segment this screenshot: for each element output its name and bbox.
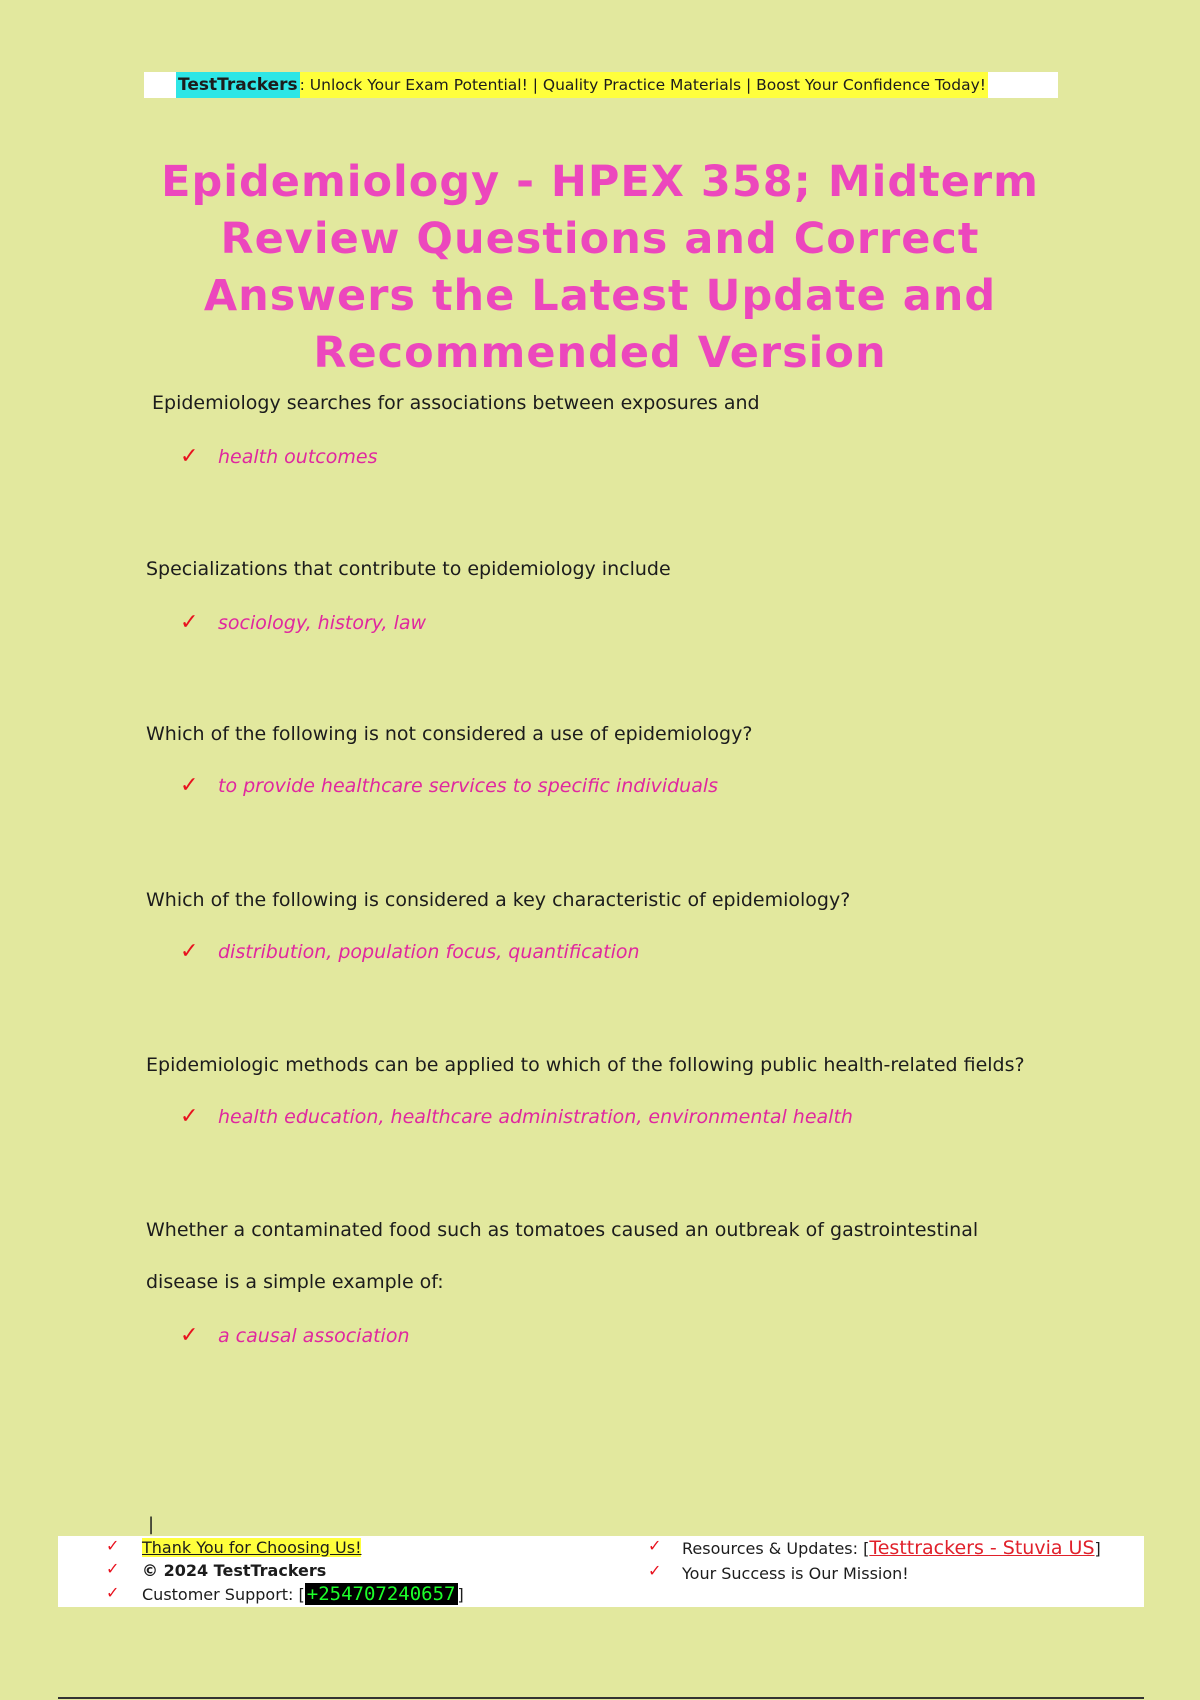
question-text: Which of the following is considered a key characteristic of epidemiology? (146, 889, 851, 911)
support-label: Customer Support: [ (142, 1584, 305, 1604)
qa-item (146, 874, 1076, 967)
thanks-text: Thank You for Choosing Us! (142, 1537, 362, 1557)
answer-text (146, 937, 1076, 967)
resources-label: Resources & Updates: [ (682, 1538, 870, 1558)
answer-label: distribution, population focus, quantification (218, 941, 640, 963)
page-bottom-rule (58, 1697, 1144, 1699)
check-icon: ✓ (106, 1536, 120, 1555)
answer-label: a causal association (218, 1325, 410, 1347)
answer-text (146, 1102, 1076, 1132)
answer-text (146, 771, 1076, 801)
document-title: Epidemiology - HPEX 358; Midterm Review Questions and Correct Answers the Latest Update and Recommended Version (161, 157, 1039, 378)
answer-text (146, 1321, 1076, 1351)
qa-item (146, 1204, 1076, 1351)
qa-item (146, 377, 1076, 472)
answer-text (146, 442, 1076, 472)
check-icon: ✓ (180, 939, 199, 964)
footer-copyright (142, 1559, 326, 1581)
check-icon: ✓ (180, 610, 199, 635)
header-banner-text (176, 72, 988, 98)
text-cursor: | (148, 1514, 155, 1535)
check-icon: ✓ (648, 1561, 662, 1580)
mission-text: Your Success is Our Mission! (682, 1563, 909, 1583)
question-text: Whether a contaminated food such as tomatoes caused an outbreak of gastrointestinal (146, 1219, 979, 1241)
check-icon: ✓ (106, 1583, 120, 1602)
header-brand: TestTrackers (176, 72, 300, 98)
resources-link[interactable]: Testtrackers - Stuvia US (869, 1537, 1095, 1559)
qa-item (146, 543, 1076, 638)
question-text-cont: disease is a simple example of: (146, 1271, 444, 1293)
support-close: ] (457, 1584, 464, 1604)
resources-close: ] (1094, 1538, 1101, 1558)
qa-item (146, 1039, 1076, 1132)
check-icon: ✓ (180, 1104, 199, 1129)
footer-thanks (142, 1536, 361, 1558)
check-icon: ✓ (180, 773, 199, 798)
footer-panel (58, 1536, 1144, 1607)
copyright-text: © 2024 TestTrackers (142, 1560, 327, 1580)
check-icon: ✓ (180, 1323, 199, 1348)
footer-resources (682, 1537, 1101, 1559)
footer-support (142, 1583, 464, 1605)
answer-label: sociology, history, law (218, 612, 427, 634)
question-text: Which of the following is not considered a use of epidemiology? (146, 723, 753, 745)
question-text: Specializations that contribute to epidemiology include (146, 558, 671, 580)
answer-label: to provide healthcare services to specific individuals (218, 775, 719, 797)
check-icon: ✓ (648, 1536, 662, 1555)
answer-label: health outcomes (218, 446, 378, 468)
header-tagline: : Unlock Your Exam Potential! | Quality Practice Materials | Boost Your Confidence Today! (299, 76, 986, 94)
answer-text (146, 608, 1076, 638)
qa-item (146, 708, 1076, 801)
question-text: Epidemiology searches for associations between exposures and (152, 392, 760, 414)
check-icon: ✓ (106, 1559, 120, 1578)
footer-mission (682, 1562, 909, 1584)
check-icon: ✓ (180, 444, 199, 469)
answer-label: health education, healthcare administration, environmental health (218, 1106, 853, 1128)
header-banner (144, 72, 1058, 98)
support-phone[interactable]: +254707240657 (306, 1583, 456, 1605)
question-text: Epidemiologic methods can be applied to which of the following public health-related fields? (146, 1054, 1025, 1076)
